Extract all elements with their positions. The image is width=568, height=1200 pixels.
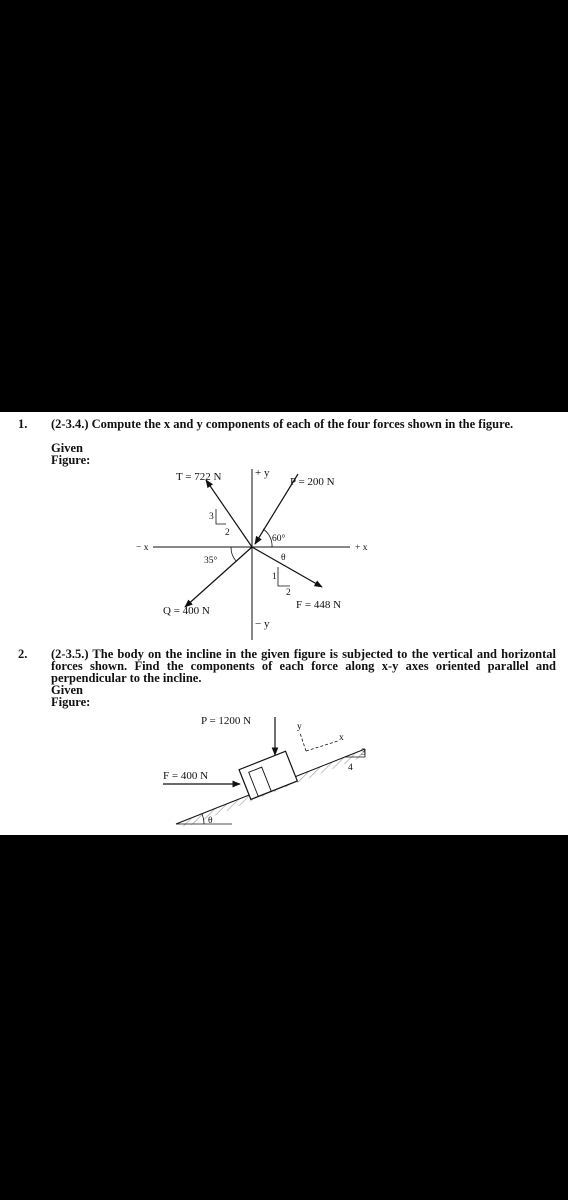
problem-number: 2. <box>18 647 28 661</box>
p-angle-label: 60° <box>272 534 286 544</box>
incline-angle-label: θ <box>208 816 213 826</box>
f-angle-label: θ <box>281 553 286 563</box>
q-angle-arc <box>231 547 236 561</box>
t-slope-triangle <box>216 509 226 524</box>
minus-y-label: − y <box>255 618 270 630</box>
incline-block <box>239 751 297 799</box>
problem-text: (2-3.5.) The body on the incline in the given figure is subjected to the vertical and horizontal forces shown. Find the components of each force along x-y axes oriented parallel and perpendicular to the incline. <box>51 647 556 685</box>
given-figure-label: Given Figure: <box>51 683 91 709</box>
bottom-black-area <box>0 835 568 1200</box>
given-figure-label: Given Figure: <box>51 441 91 467</box>
force-f-label: F = 448 N <box>296 599 342 611</box>
force-f-label: F = 400 N <box>163 770 209 782</box>
force-f-arrow <box>252 547 322 587</box>
minus-x-label: − x <box>136 543 149 553</box>
q-angle-label: 35° <box>204 556 218 566</box>
force-p-label: P = 200 N <box>290 476 335 488</box>
incline-diagram-2 <box>0 705 568 835</box>
t-slope-rise: 3 <box>209 512 214 522</box>
x-axis-label: x <box>339 733 344 743</box>
y-axis-label: y <box>297 722 302 732</box>
p-angle-arc <box>263 529 272 547</box>
problem-number: 1. <box>18 417 28 431</box>
top-black-area <box>0 0 568 412</box>
force-t-label: T = 722 N <box>176 471 222 483</box>
force-q-arrow <box>185 547 252 607</box>
plus-x-label: + x <box>355 543 368 553</box>
f-slope-triangle <box>278 567 290 586</box>
document-page <box>0 412 568 835</box>
force-q-label: Q = 400 N <box>163 605 210 617</box>
t-slope-run: 2 <box>225 528 230 538</box>
problem-text: (2-3.4.) Compute the x and y components of each of the four forces shown in the figure. <box>51 417 514 431</box>
slope-run: 4 <box>348 763 353 773</box>
plus-y-label: + y <box>255 467 270 479</box>
y-axis-dashed <box>300 733 306 751</box>
slope-rise: 3 <box>361 748 366 758</box>
force-p-label: P = 1200 N <box>201 715 252 727</box>
f-slope-rise: 1 <box>272 572 277 582</box>
f-slope-run: 2 <box>286 588 291 598</box>
x-axis-dashed <box>306 741 338 751</box>
